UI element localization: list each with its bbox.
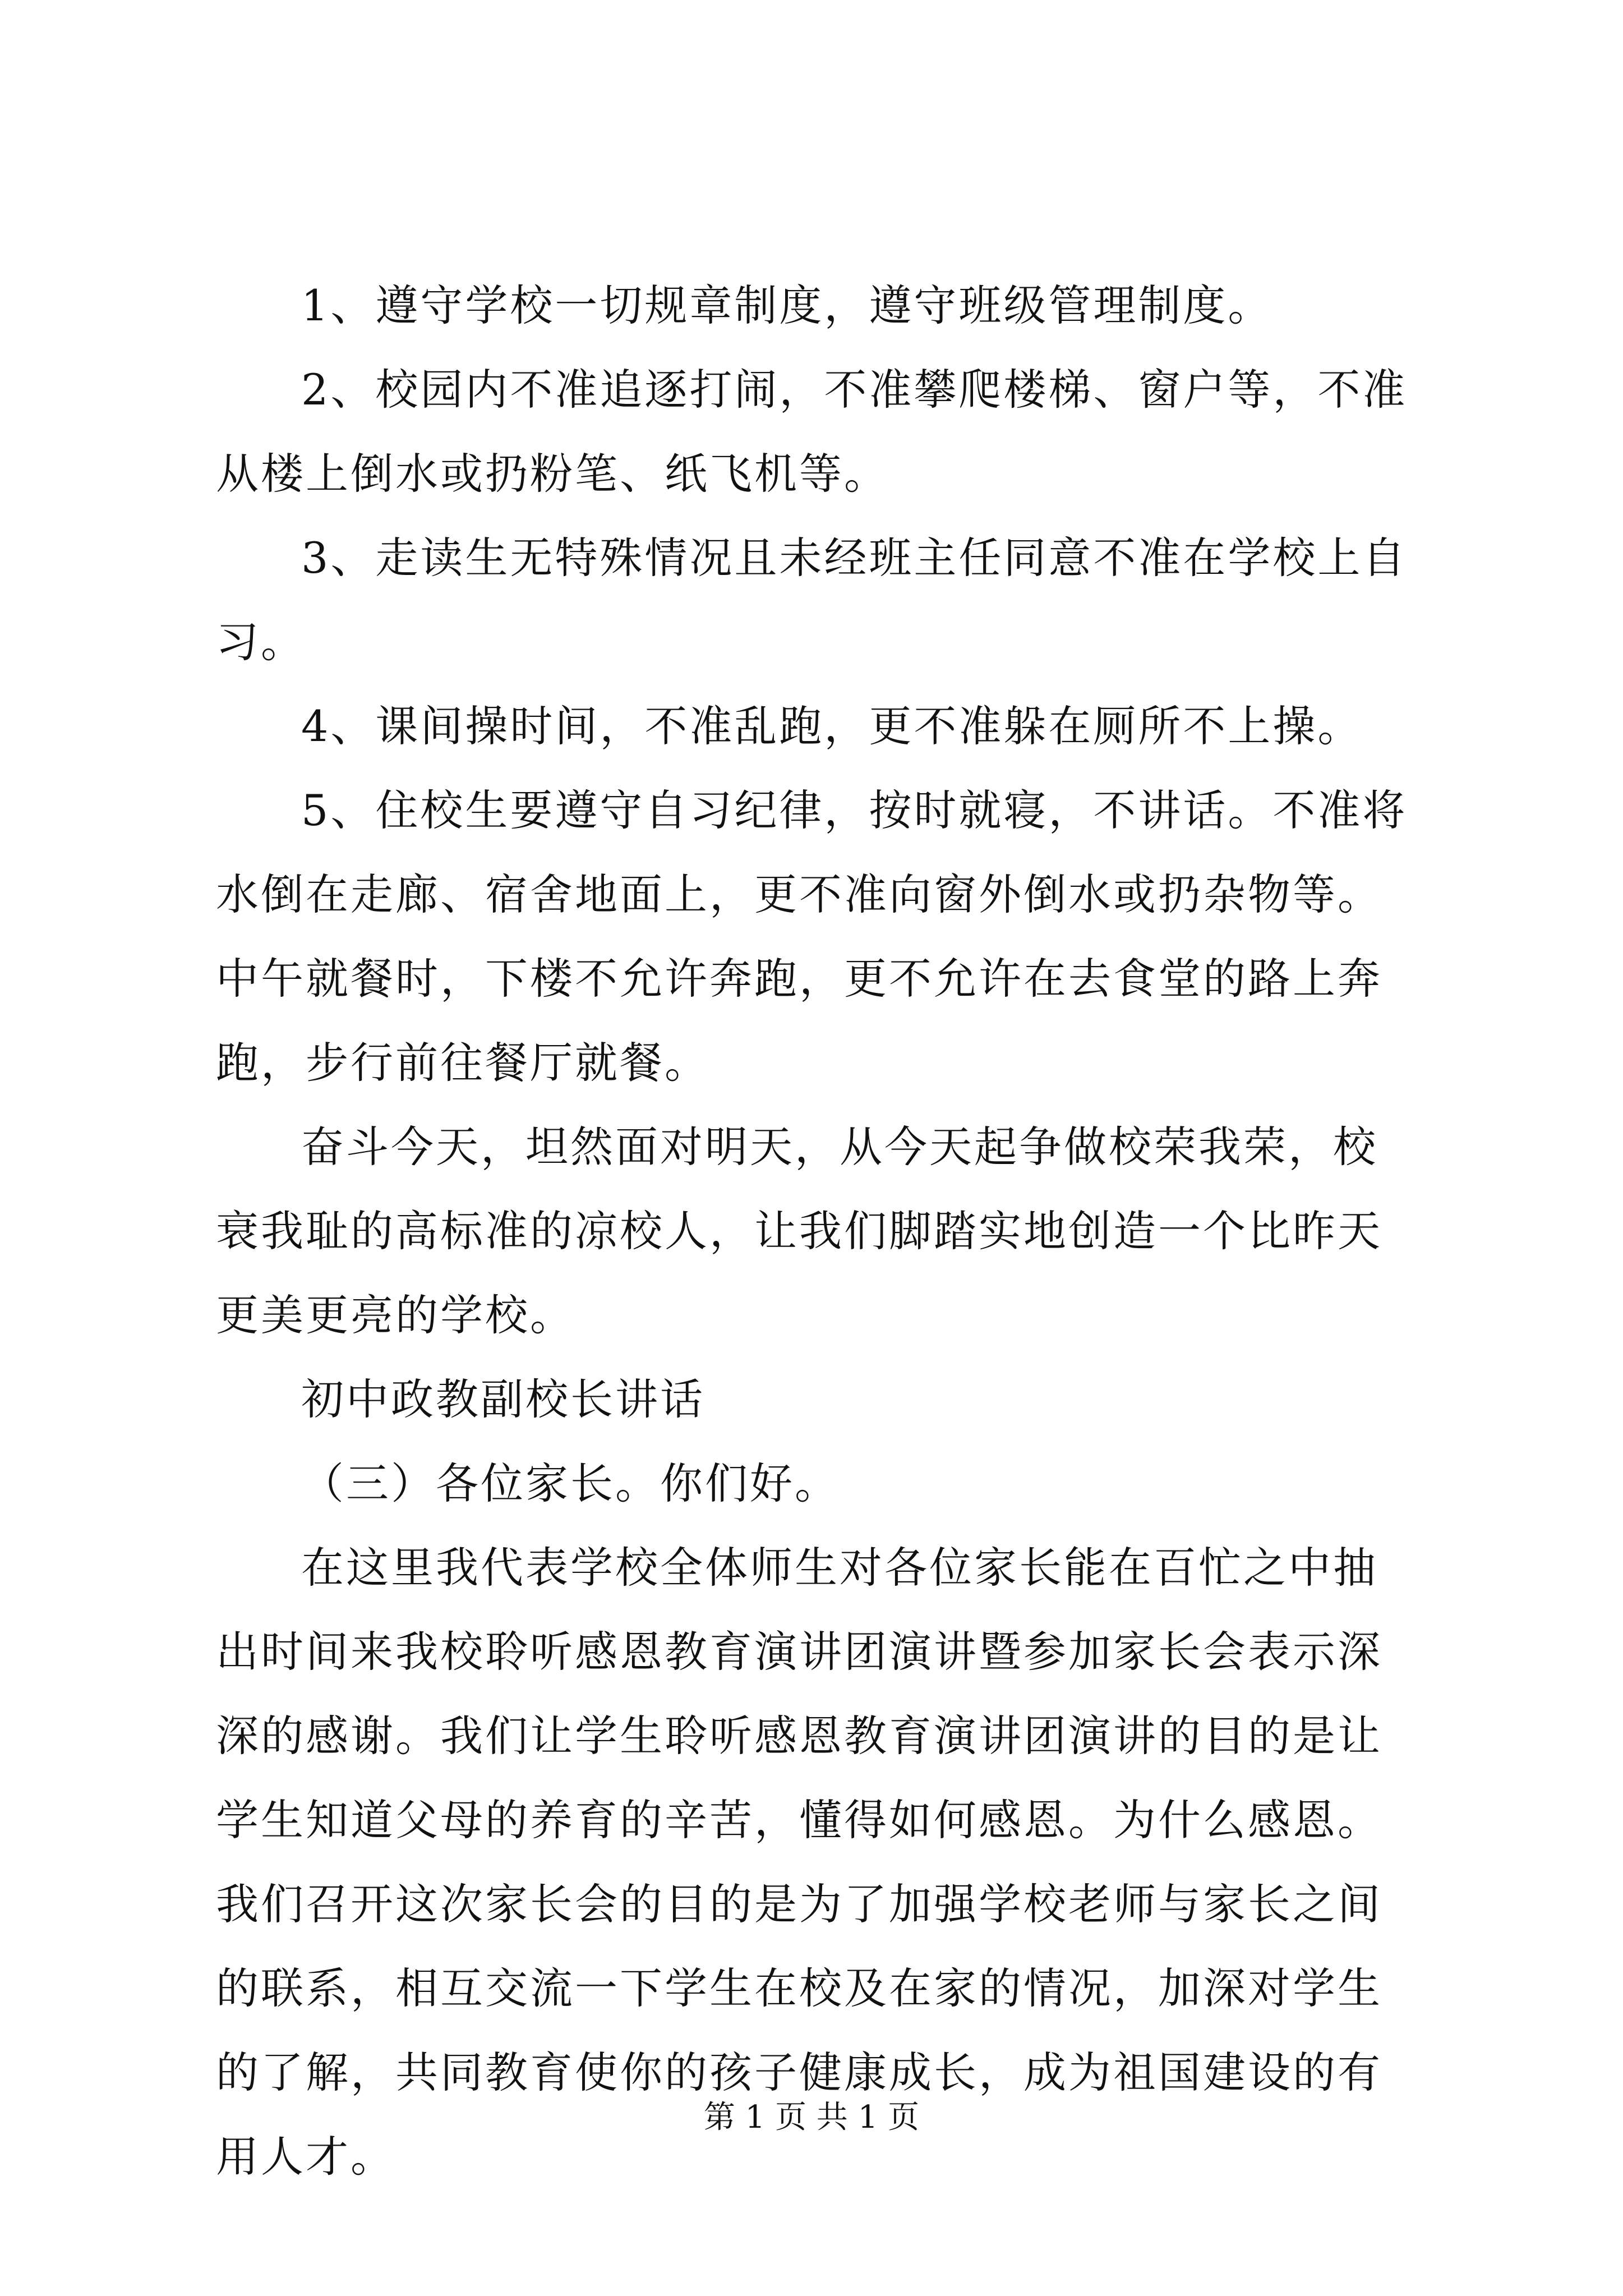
paragraph-rule-4: 4、课间操时间，不准乱跑，更不准躲在厕所不上操。 (301, 701, 1363, 751)
paragraph-rule-1: 1、遵守学校一切规章制度，遵守班级管理制度。 (301, 280, 1273, 330)
section-heading: 初中政教副校长讲话 (301, 1374, 705, 1424)
paragraph-rule-5: 5、住校生要遵守自习纪律，按时就寝，不讲话。不准将水倒在走廊、宿舍地面上，更不准向窗外倒水或扔杂物等。中午就餐时，下楼不允许奔跑，更不允许在去食堂的路上奔跑，步行前往餐厅就餐。 (216, 785, 1408, 1088)
paragraph-rule-2: 2、校园内不准追逐打闹，不准攀爬楼梯、窗户等，不准从楼上倒水或扔粉笔、纸飞机等。 (216, 365, 1408, 499)
paragraph-rule-3: 3、走读生无特殊情况且未经班主任同意不准在学校上自习。 (216, 533, 1408, 667)
page-footer: 第 1 页 共 1 页 (703, 2099, 920, 2136)
paragraph-closing: 奋斗今天，坦然面对明天，从今天起争做校荣我荣，校衰我耻的高标准的凉校人，让我们脚踏实地创造一个比昨天更美更亮的学校。 (216, 1122, 1382, 1340)
salutation: （三）各位家长。你们好。 (301, 1458, 840, 1508)
document-body (216, 264, 1419, 2199)
paragraph-speech: 在这里我代表学校全体师生对各位家长能在百忙之中抽出时间来我校聆听感恩教育演讲团演讲暨参加家长会表示深深的感谢。我们让学生聆听感恩教育演讲团演讲的目的是让学生知道父母的养育的辛苦，懂得如何感恩。为什么感恩。我们召开这次家长会的目的是为了加强学校老师与家长之间的联系，相互交流一下学生在校及在家的情况，加深对学生的了解，共同教育使你的孩子健康成长，成为祖国建设的有用人才。 (216, 1543, 1382, 2182)
